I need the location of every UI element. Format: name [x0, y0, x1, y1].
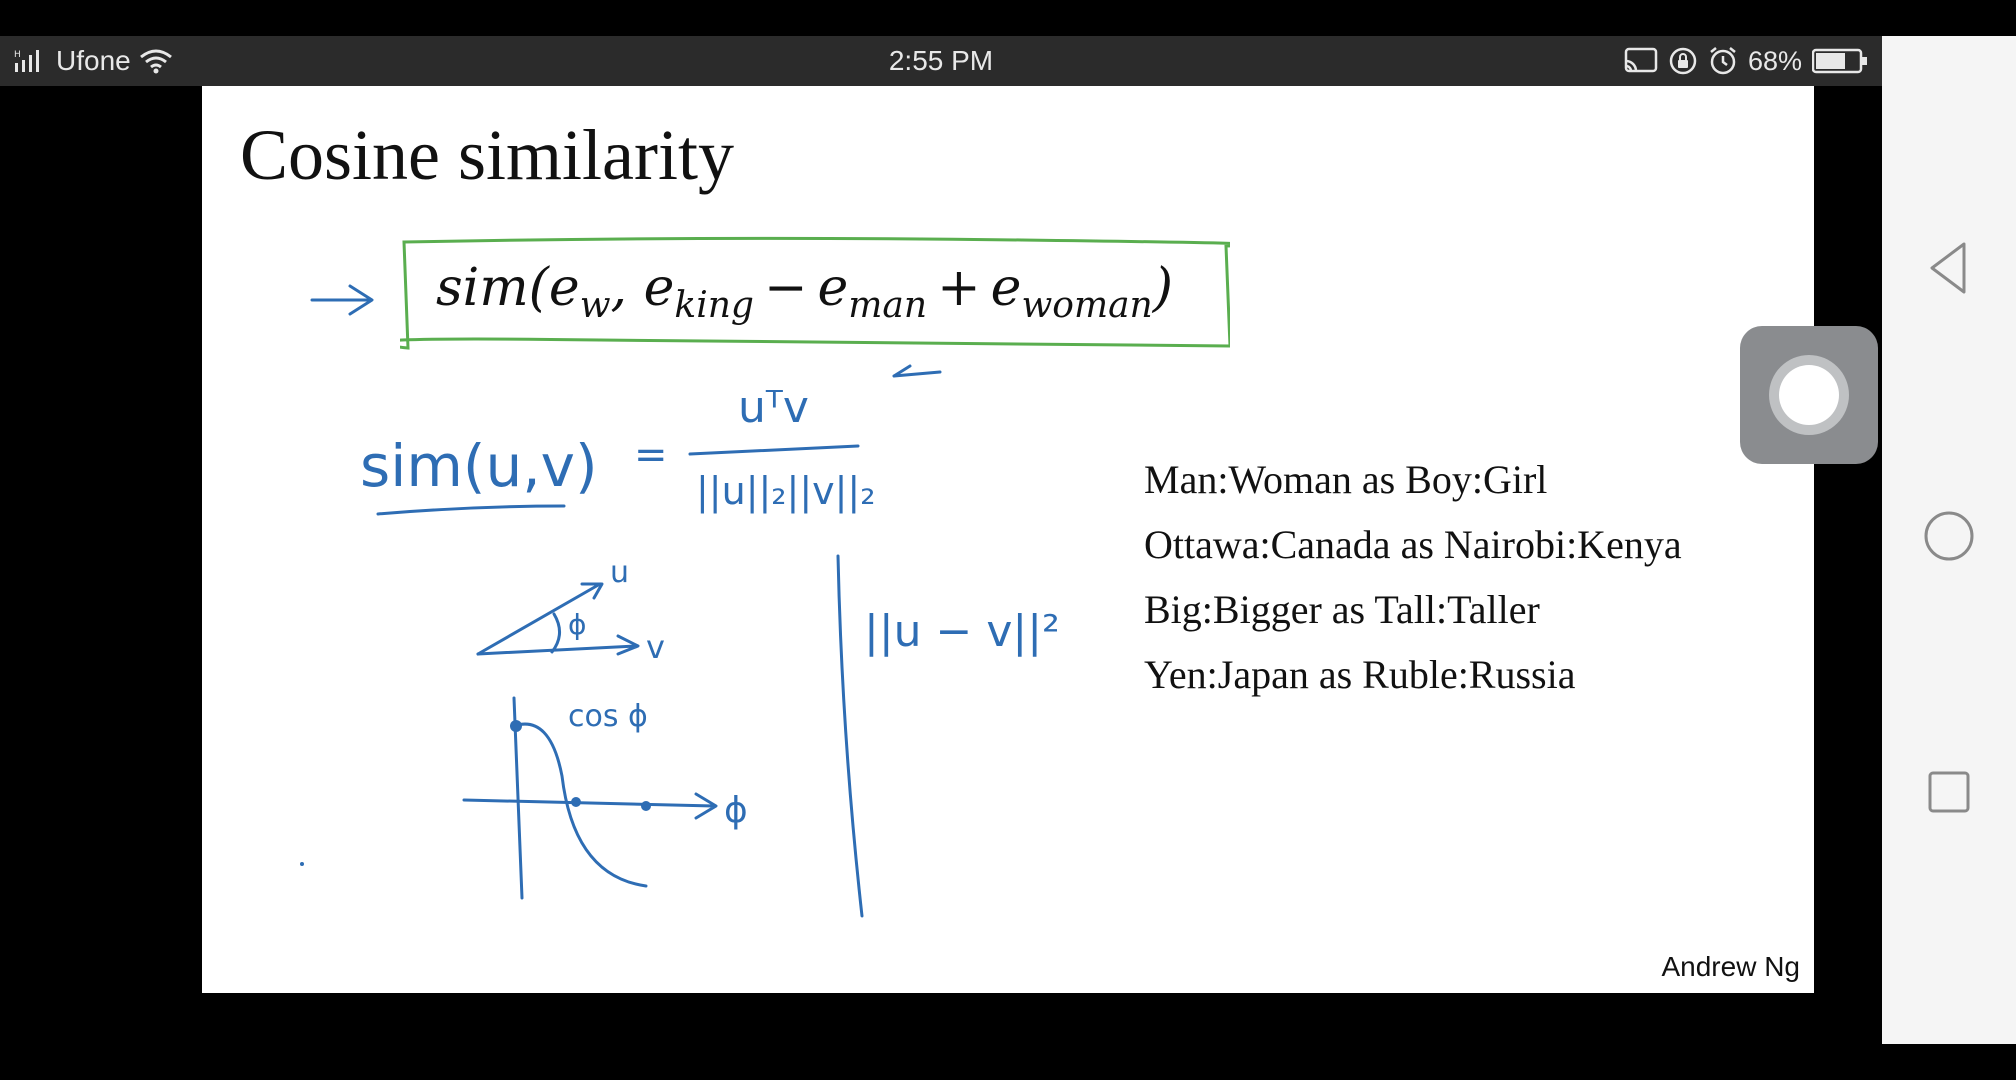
sim-underline — [378, 506, 564, 514]
formula-sub-king: king — [674, 285, 754, 326]
check-arrow — [894, 366, 940, 376]
hw-vec-u: u — [610, 555, 630, 590]
formula-sub-w: w — [579, 285, 611, 326]
formula-e-woman: e — [990, 258, 1022, 318]
arrow-pointer — [312, 286, 372, 314]
hw-distance: ||u − v||² — [864, 606, 1060, 657]
status-bar — [0, 36, 1882, 86]
lecture-slide — [202, 86, 1814, 993]
formula-sub-woman: woman — [1021, 285, 1153, 326]
wifi-icon — [139, 48, 173, 74]
angle-arc — [552, 614, 560, 652]
analogy-list — [1144, 456, 1682, 716]
formula-func: sim( — [436, 258, 549, 318]
slide-title: Cosine similarity — [240, 115, 734, 195]
hw-vec-v: v — [646, 628, 665, 666]
formula-e-king: e — [643, 258, 675, 318]
cast-icon — [1624, 47, 1658, 75]
formula-close: ) — [1152, 258, 1174, 318]
navigation-bar — [1882, 36, 2016, 1044]
plot-x-axis — [464, 794, 716, 818]
carrier-name: Ufone — [56, 45, 131, 76]
home-icon — [1921, 508, 1977, 564]
stray-dot — [300, 862, 304, 866]
battery-icon — [1812, 48, 1868, 74]
hw-angle: ϕ — [568, 608, 587, 641]
assistive-touch-button[interactable] — [1740, 326, 1878, 464]
hw-numerator: uᵀv — [738, 382, 809, 433]
rotation-lock-icon — [1668, 46, 1698, 76]
formula-e-w: e — [548, 258, 580, 318]
battery-percent: 68% — [1747, 45, 1802, 76]
video-player[interactable] — [0, 86, 1882, 1080]
hw-cos: cos ϕ — [568, 699, 648, 734]
analogy-item: Yen:Japan as Ruble:Russia — [1144, 652, 1576, 697]
plot-point-max — [510, 720, 522, 732]
svg-text:H: H — [14, 50, 21, 60]
recents-button[interactable] — [1919, 762, 1979, 822]
formula-comma: , — [610, 258, 644, 318]
assistive-core — [1779, 365, 1839, 425]
formula-plus: + — [937, 258, 981, 318]
hw-sim: sim(u,v) — [360, 432, 598, 500]
analogy-item: Ottawa:Canada as Nairobi:Kenya — [1144, 522, 1682, 567]
clock: 2:55 PM — [888, 45, 994, 76]
slide-author: Andrew Ng — [1661, 951, 1800, 982]
hw-axis-phi: ϕ — [724, 790, 748, 831]
plot-point-zero — [571, 797, 581, 807]
formula-minus: − — [763, 258, 808, 318]
analogy-item: Big:Bigger as Tall:Taller — [1144, 587, 1540, 632]
formula-e-man: e — [817, 258, 849, 318]
hw-equals: = — [634, 432, 668, 478]
signal-icon — [14, 48, 48, 74]
recents-icon — [1924, 767, 1974, 817]
formula-sub-man: man — [848, 285, 928, 326]
divider-line — [838, 556, 862, 916]
home-button[interactable] — [1919, 506, 1979, 566]
plot-point-pi — [641, 801, 651, 811]
fraction-bar — [690, 446, 858, 454]
back-button[interactable] — [1919, 238, 1979, 298]
analogy-item: Man:Woman as Boy:Girl — [1144, 457, 1548, 502]
back-icon — [1924, 240, 1974, 296]
hw-denominator: ||u||₂||v||₂ — [696, 469, 876, 513]
top-band — [0, 0, 2016, 36]
alarm-icon — [1708, 46, 1738, 76]
